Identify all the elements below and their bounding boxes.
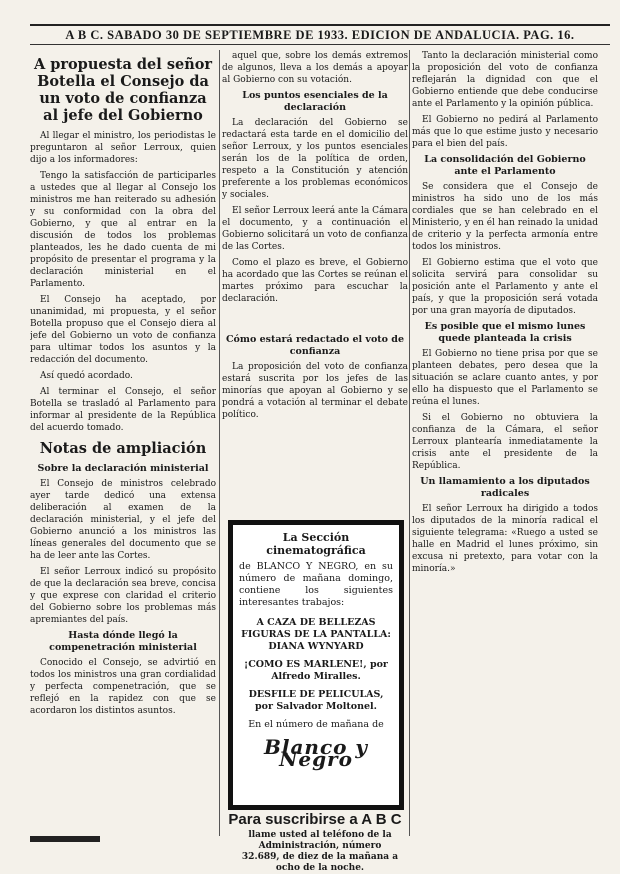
footer-mark — [30, 836, 100, 842]
subscription-body: llame usted al teléfono de la Administración, número 32.689, de diez de la mañana a ocho de la noche. — [241, 830, 399, 873]
header-rule — [30, 44, 610, 45]
paragraph: Como el plazo es breve, el Gobierno ha acordado que las Cortes se reúnan el martes próximo para escuchar la declaración. — [222, 258, 408, 304]
paragraph: El señor Lerroux ha dirigido a todos los diputados de la minoría radical el siguiente telegrama: «Ruego a usted se halle en Madrid el lunes próximo, sin excusa ni pretexto, para votar con la minoría.» — [412, 504, 598, 574]
column-2 — [222, 50, 408, 330]
paragraph: El Gobierno no tiene prisa por que se planteen debates, pero desea que la situación se aclare cuanto antes, y por ello ha dispuesto que el Parlamento se reúna el lunes. — [412, 349, 598, 407]
paragraph: El Consejo de ministros celebrado ayer tarde dedicó una extensa deliberación al examen de la declaración ministerial, y el jefe del Gobierno anunció a los ministros las líneas generales del documento que se ha de leer ante las Cortes. — [30, 479, 216, 561]
paragraph: El Gobierno estima que el voto que solicita servirá para consolidar su posición ante el Parlamento y ante el país, y que la proposición será votada por una gran mayoría de diputados. — [412, 258, 598, 316]
paragraph: El señor Lerroux indicó su propósito de que la declaración sea breve, concisa y que exprese con claridad el criterio del Gobierno sobre los problemas más apremiantes del país. — [30, 567, 216, 625]
subheading: Cómo estará redactado el voto de confianza — [226, 334, 404, 357]
paragraph: Al llegar el ministro, los periodistas le preguntaron al señor Lerroux, quien dijo a los informadores: — [30, 131, 216, 165]
paragraph: Así quedó acordado. — [40, 371, 133, 381]
subscription-title: Para suscribirse a A B C — [228, 811, 402, 828]
paragraph: Al terminar el Consejo, el señor Botella se trasladó al Parlamento para informar al presidente de la República del acuerdo tomado. — [30, 387, 216, 433]
paragraph: El señor Lerroux leerá ante la Cámara el documento, y a continuación el Gobierno solicitará un voto de confianza de las Cortes. — [222, 206, 408, 252]
ad-footer: En el número de mañana de — [248, 719, 384, 730]
paragraph: Tengo la satisfacción de participarles a ustedes que al llegar al Consejo los ministros me han reiterado su adhesión y su conformidad con la obra del Gobierno, y que al entrar en la discusión de todos los problemas planteados, les he dado cuenta de mi propósito de presentar el programa y la declaración ministerial en el Parlamento. — [30, 171, 216, 289]
advertisement-box — [228, 520, 404, 810]
section-title: Notas de ampliación — [39, 440, 207, 457]
column-1 — [30, 50, 216, 840]
paragraph: Se considera que el Consejo de ministros ha sido uno de los más cordiales que se han celebrado en el Ministerio, y en él han reinado la unidad de criterio y la perfecta armonía entre todos los ministros. — [412, 182, 598, 252]
ad-body: de BLANCO Y NEGRO, en su número de mañana domingo, contiene los siguientes interesantes trabajos: — [239, 561, 393, 608]
ad-title: La Sección cinematográfica — [266, 531, 366, 557]
column-3 — [412, 50, 598, 840]
column-2-lower — [222, 330, 408, 425]
blanco-y-negro-logo: Blanco y Negro — [263, 735, 369, 771]
column-divider — [409, 50, 410, 836]
ad-feature: A CAZA DE BELLEZAS FIGURAS DE LA PANTALLA: DIANA WYNYARD — [241, 617, 391, 652]
page-header: A B C. SABADO 30 DE SEPTIEMBRE DE 1933. EDICION DE ANDALUCIA. PAG. 16. — [65, 28, 575, 42]
subheading: Sobre la declaración ministerial — [37, 463, 209, 474]
subheading: La consolidación del Gobierno ante el Parlamento — [424, 154, 586, 177]
paragraph: La proposición del voto de confianza estará suscrita por los jefes de las minorías que apoyan al Gobierno y se pondrá a votación al terminar el debate político. — [222, 362, 408, 420]
paragraph: aquel que, sobre los demás extremos de algunos, lleva a los demás a apoyar al Gobierno con su votación. — [222, 51, 408, 85]
paragraph: Tanto la declaración ministerial como la proposición del voto de confianza reflejarán la dignidad con que el Gobierno entiende que debe conducirse ante el Parlamento y la opinión pública. — [412, 51, 598, 109]
paragraph: El Gobierno no pedirá al Parlamento más que lo que estime justo y necesario para el bien del país. — [412, 115, 598, 149]
ad-feature: ¡COMO ES MARLENE!, por Alfredo Miralles. — [244, 659, 388, 682]
subheading: Un llamamiento a los diputados radicales — [420, 476, 590, 499]
subheading: Es posible que el mismo lunes quede planteada la crisis — [424, 321, 586, 344]
paragraph: Si el Gobierno no obtuviera la confianza de la Cámara, el señor Lerroux plantearía inmediatamente la crisis ante el presidente de la República. — [412, 413, 598, 471]
paragraph: Conocido el Consejo, se advirtió en todos los ministros una gran cordialidad y perfecta compenetración, que se reflejó en la rapidez con que se acordaron los distintos asuntos. — [30, 658, 216, 716]
subheading: Los puntos esenciales de la declaración — [242, 90, 388, 113]
paragraph: El Consejo ha aceptado, por unanimidad, mi propuesta, y el señor Botella propuso que el Consejo diera al jefe del Gobierno un voto de confianza para ultimar todos los asuntos y la redacción del documento. — [30, 295, 216, 365]
column-divider — [219, 50, 220, 836]
top-rule — [30, 24, 610, 26]
ad-feature: DESFILE DE PELICULAS, por Salvador Moltonel. — [248, 689, 384, 712]
main-headline: A propuesta del señor Botella el Consejo da un voto de confianza al jefe del Gobierno — [33, 56, 213, 124]
paragraph: La declaración del Gobierno se redactará esta tarde en el domicilio del señor Lerroux, y los puntos esenciales serán los de la política de orden, respeto a la Constitución y atención preferente a los problemas económicos y sociales. — [222, 118, 408, 200]
subheading: Hasta dónde llegó la compenetración ministerial — [49, 630, 197, 653]
